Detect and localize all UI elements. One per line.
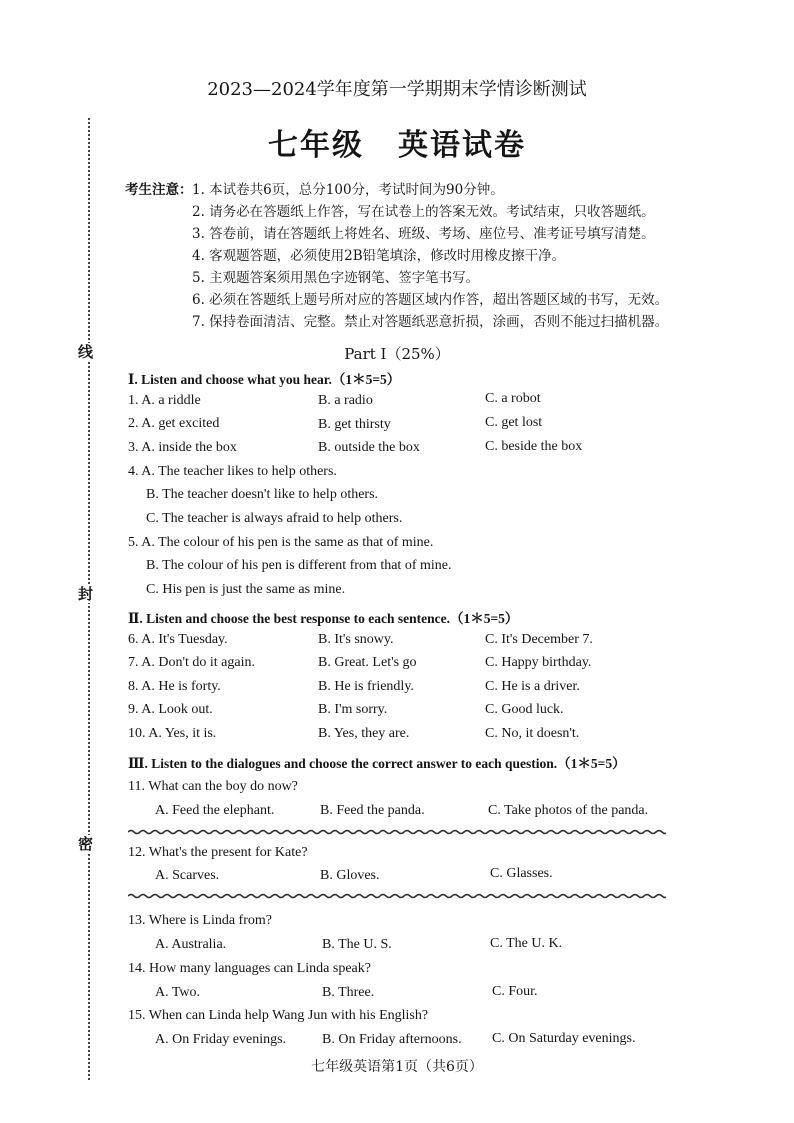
question-13: 13. Where is Linda from? bbox=[128, 913, 272, 928]
binding-label-feng: 封 bbox=[78, 585, 94, 603]
question-7: 7. A. Don't do it again. bbox=[128, 655, 255, 670]
question-4: 4. A. The teacher likes to help others. bbox=[128, 464, 337, 479]
option-c: C. Four. bbox=[492, 984, 538, 999]
option-b: B. outside the box bbox=[318, 440, 420, 455]
option-b: B. Great. Let's go bbox=[318, 655, 417, 670]
notice-item: 4. 客观题答题，必须使用2B铅笔填涂，修改时用橡皮擦干净。 bbox=[192, 248, 566, 264]
option-c: C. No, it doesn't. bbox=[485, 726, 580, 741]
part-heading: Part Ⅰ（25%） bbox=[344, 345, 450, 363]
option-c: C. His pen is just the same as mine. bbox=[146, 582, 346, 597]
notice-item: 2. 请务必在答题纸上作答，写在试卷上的答案无效。考试结束，只收答题纸。 bbox=[192, 204, 655, 220]
option-c: C. beside the box bbox=[485, 439, 583, 454]
wavy-divider bbox=[128, 893, 666, 899]
option-c: C. On Saturday evenings. bbox=[492, 1031, 636, 1046]
question-8: 8. A. He is forty. bbox=[128, 679, 221, 694]
notice-item: 3. 答卷前，请在答题纸上将姓名、班级、考场、座位号、准考证号填写清楚。 bbox=[192, 226, 655, 242]
option-b: B. The teacher doesn't like to help others. bbox=[146, 487, 379, 502]
question-2: 2. A. get excited bbox=[128, 416, 220, 431]
notice-item: 5. 主观题答案须用黑色字迹钢笔、签字笔书写。 bbox=[192, 270, 480, 286]
option-b: B. Feed the panda. bbox=[320, 803, 425, 818]
option-c: C. He is a driver. bbox=[485, 679, 580, 694]
title-subject: 英语试卷 bbox=[398, 128, 526, 163]
notice-item: 6. 必须在答题纸上题号所对应的答题区域内作答，超出答题区域的书写，无效。 bbox=[192, 292, 669, 308]
option-c: C. Happy birthday. bbox=[485, 655, 592, 670]
option-c: C. The U. K. bbox=[490, 936, 563, 951]
option-b: B. Yes, they are. bbox=[318, 726, 410, 741]
wavy-divider bbox=[128, 829, 666, 835]
question-14: 14. How many languages can Linda speak? bbox=[128, 961, 371, 976]
binding-label-mi: 密 bbox=[78, 835, 94, 853]
option-c: C. It's December 7. bbox=[485, 632, 593, 647]
question-6: 6. A. It's Tuesday. bbox=[128, 632, 228, 647]
option-b: B. He is friendly. bbox=[318, 679, 414, 694]
question-15: 15. When can Linda help Wang Jun with his English? bbox=[128, 1008, 429, 1023]
option-c: C. a robot bbox=[485, 391, 541, 406]
option-b: B. Three. bbox=[322, 985, 375, 1000]
option-b: B. a radio bbox=[318, 393, 373, 408]
question-5: 5. A. The colour of his pen is the same as that of mine. bbox=[128, 535, 434, 550]
question-9: 9. A. Look out. bbox=[128, 702, 213, 717]
section-heading: Ⅰ. Listen and choose what you hear.（1＊5=5） bbox=[128, 372, 401, 387]
option-a: A. Australia. bbox=[155, 937, 227, 952]
option-b: B. On Friday afternoons. bbox=[322, 1032, 462, 1047]
option-b: B. Gloves. bbox=[320, 868, 380, 883]
exam-header: 2023—2024学年度第一学期期末学情诊断测试 bbox=[207, 79, 587, 100]
option-b: B. The colour of his pen is different from that of mine. bbox=[146, 558, 452, 573]
option-a: A. Two. bbox=[155, 985, 201, 1000]
question-1: 1. A. a riddle bbox=[128, 393, 201, 408]
option-c: C. Good luck. bbox=[485, 702, 564, 717]
section-heading: Ⅱ. Listen and choose the best response to each sentence.（1＊5=5） bbox=[128, 611, 519, 626]
option-a: A. On Friday evenings. bbox=[155, 1032, 287, 1047]
section-heading: Ⅲ. Listen to the dialogues and choose the correct answer to each question.（1＊5=5） bbox=[128, 756, 626, 771]
title-grade: 七年级 bbox=[268, 128, 364, 163]
option-a: A. Feed the elephant. bbox=[155, 803, 275, 818]
notice-label: 考生注意： bbox=[125, 182, 193, 198]
option-b: B. I'm sorry. bbox=[318, 702, 388, 717]
option-c: C. Take photos of the panda. bbox=[488, 803, 649, 818]
notice-item: 7. 保持卷面清洁、完整。禁止对答题纸恶意折损，涂画，否则不能过扫描机器。 bbox=[192, 314, 669, 330]
page-footer: 七年级英语第1页（共6页） bbox=[311, 1059, 483, 1075]
option-b: B. It's snowy. bbox=[318, 632, 394, 647]
option-b: B. The U. S. bbox=[322, 937, 392, 952]
question-11: 11. What can the boy do now? bbox=[128, 779, 298, 794]
option-b: B. get thirsty bbox=[318, 417, 391, 432]
question-3: 3. A. inside the box bbox=[128, 440, 237, 455]
notice-item: 1. 本试卷共6页，总分100分，考试时间为90分钟。 bbox=[192, 182, 504, 198]
exam-title bbox=[0, 120, 794, 164]
option-a: A. Scarves. bbox=[155, 868, 220, 883]
option-c: C. The teacher is always afraid to help others. bbox=[146, 511, 403, 526]
option-c: C. get lost bbox=[485, 415, 543, 430]
binding-label-xian: 线 bbox=[78, 343, 94, 361]
option-c: C. Glasses. bbox=[490, 866, 553, 881]
question-10: 10. A. Yes, it is. bbox=[128, 726, 217, 741]
question-12: 12. What's the present for Kate? bbox=[128, 845, 308, 860]
